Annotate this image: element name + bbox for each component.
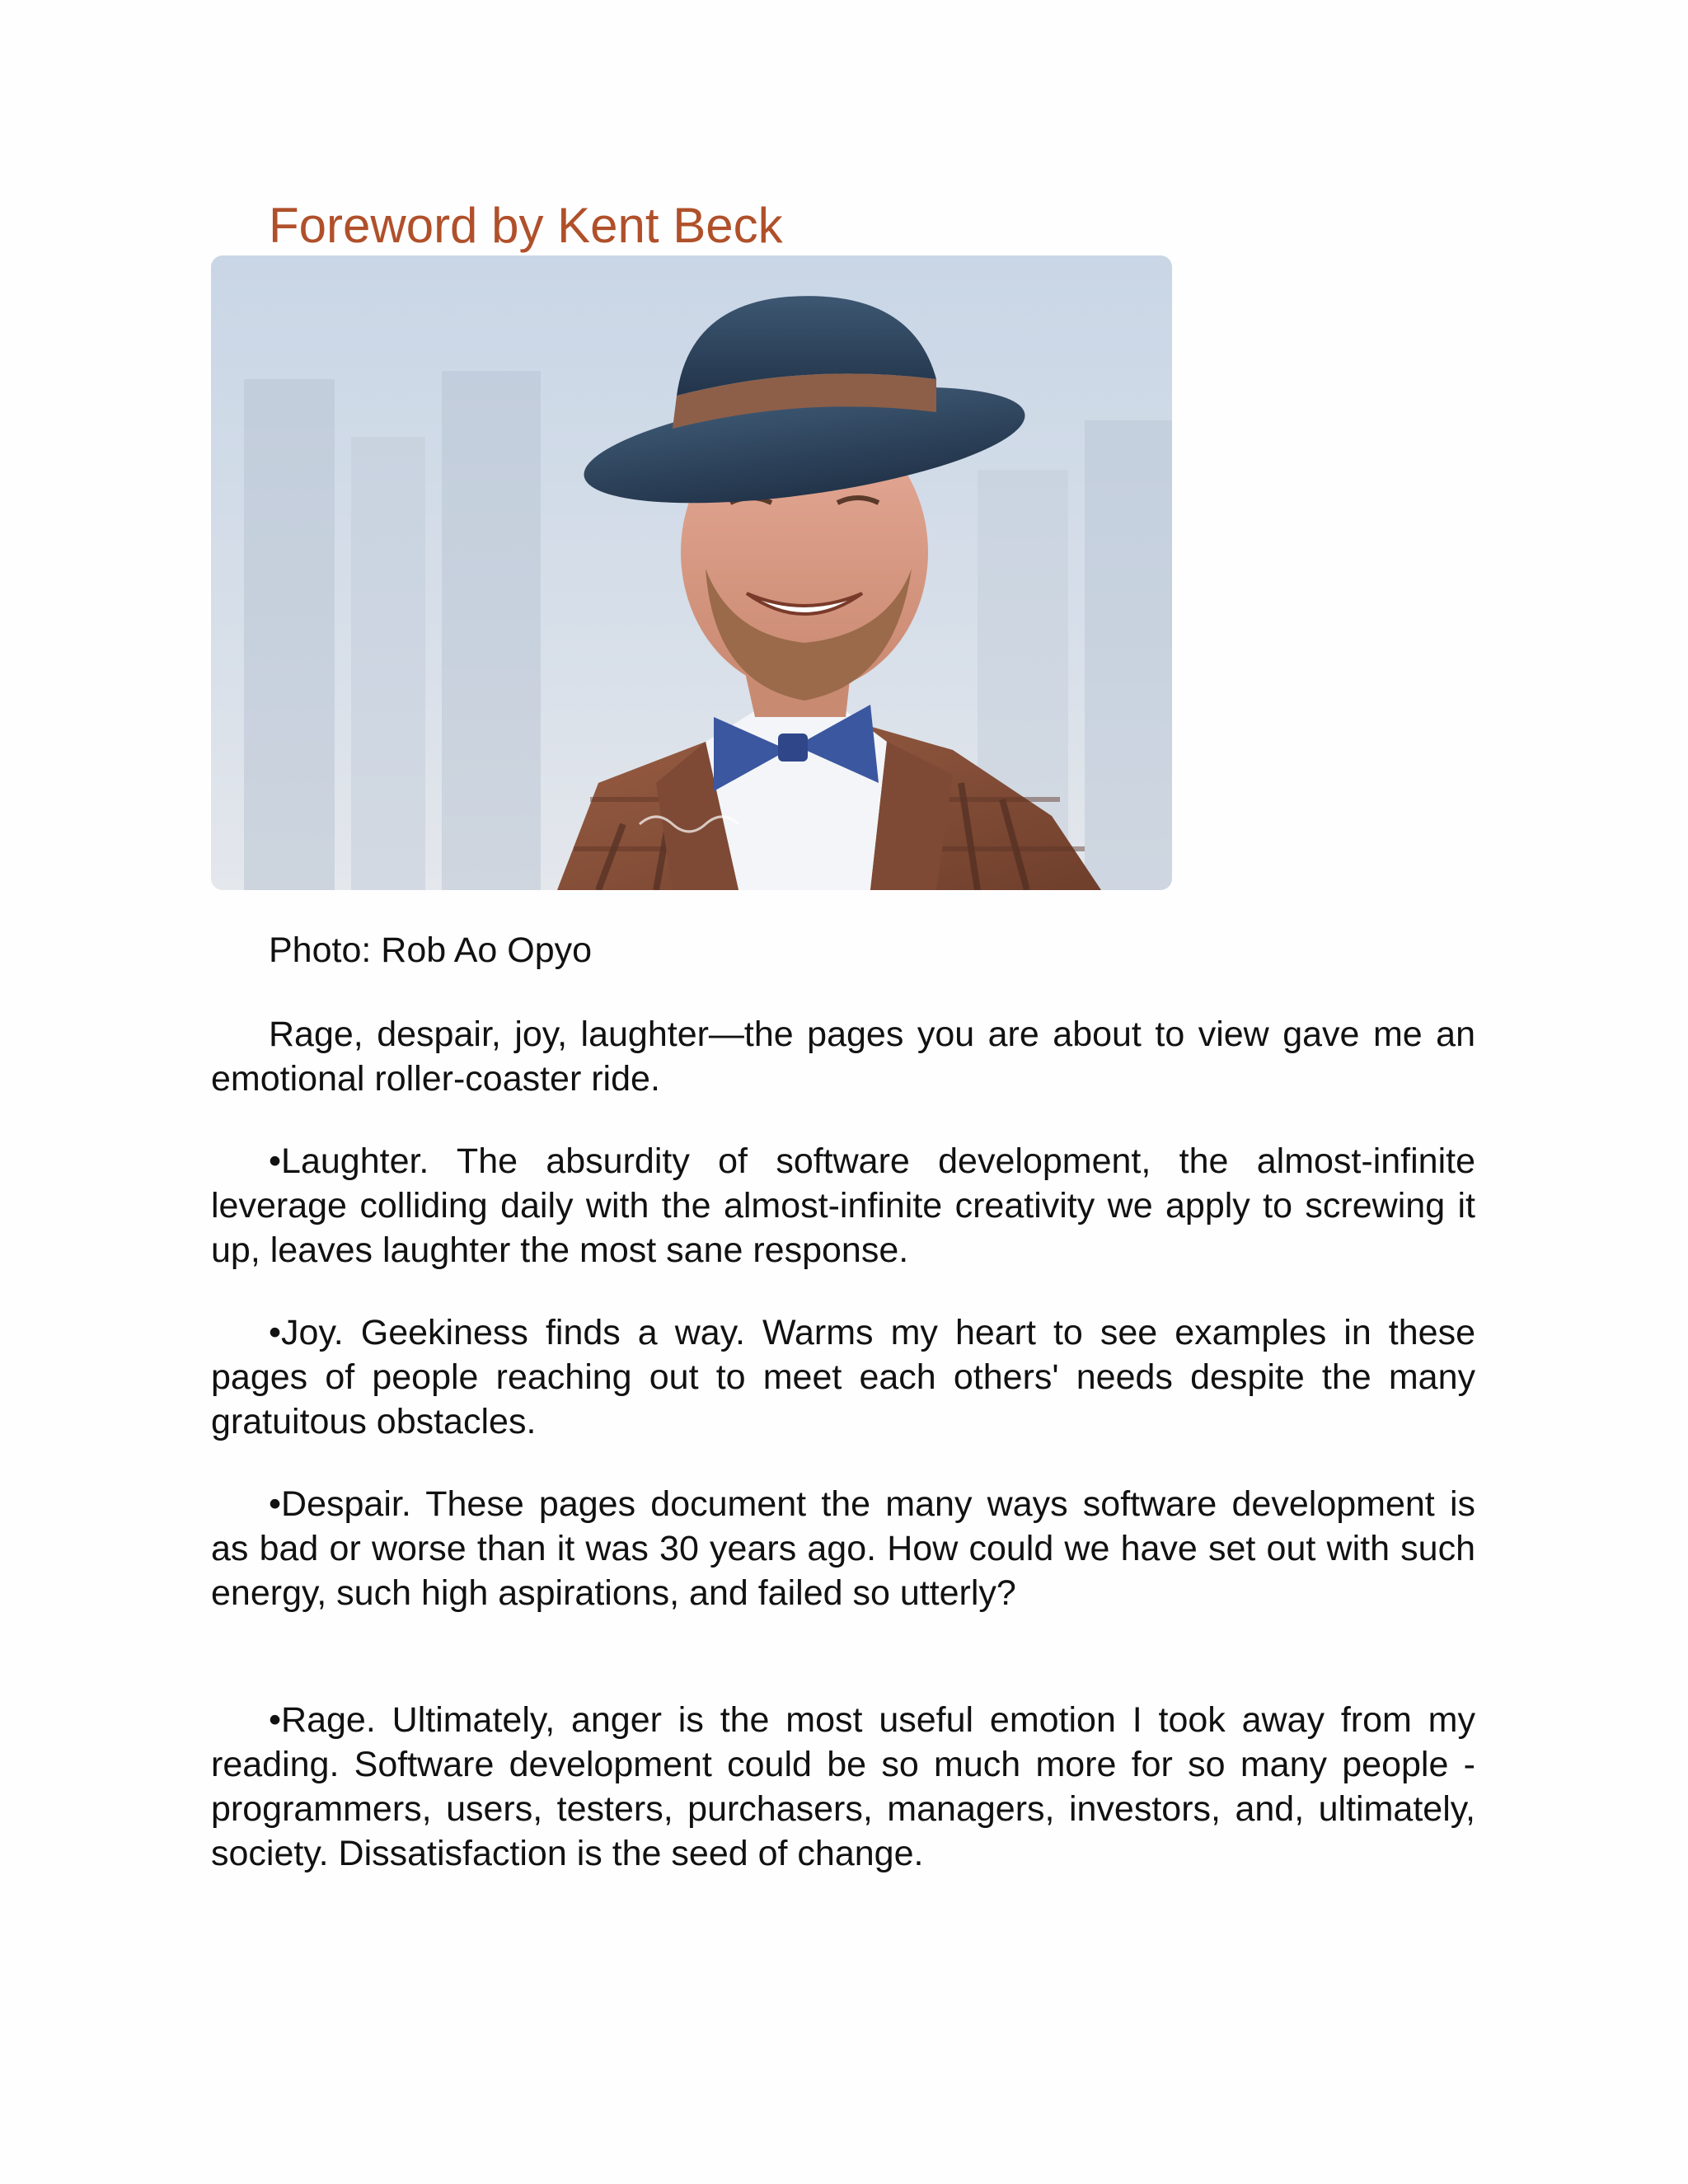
page-title: Foreword by Kent Beck (269, 198, 783, 253)
paragraph-rage: •Rage. Ultimately, anger is the most useful emotion I took away from my reading. Software development could be so much more for so many people - programmers, users, testers, purchasers, managers, investors, and, ultimately, society. Dissatisfaction is the seed of change. (211, 1700, 1475, 1873)
photo-caption: Photo: Rob Ao Opyo (269, 930, 593, 970)
portrait-illustration (211, 255, 1172, 890)
paragraph-joy: •Joy. Geekiness finds a way. Warms my heart to see examples in these pages of people reaching out to meet each others' needs despite the many gratuitous obstacles. (211, 1313, 1475, 1441)
paragraph-laughter: •Laughter. The absurdity of software development, the almost-infinite leverage colliding daily with the almost-infinite creativity we apply to screwing it up, leaves laughter the most sane response. (211, 1141, 1475, 1270)
paragraph-despair: •Despair. These pages document the many ways software development is as bad or worse than it was 30 years ago. How could we have set out with such energy, such high aspirations, and failed so utterly? (211, 1484, 1475, 1613)
portrait-photo (211, 255, 1172, 890)
paragraph-intro: Rage, despair, joy, laughter—the pages you are about to view gave me an emotional roller-coaster ride. (211, 1015, 1475, 1099)
